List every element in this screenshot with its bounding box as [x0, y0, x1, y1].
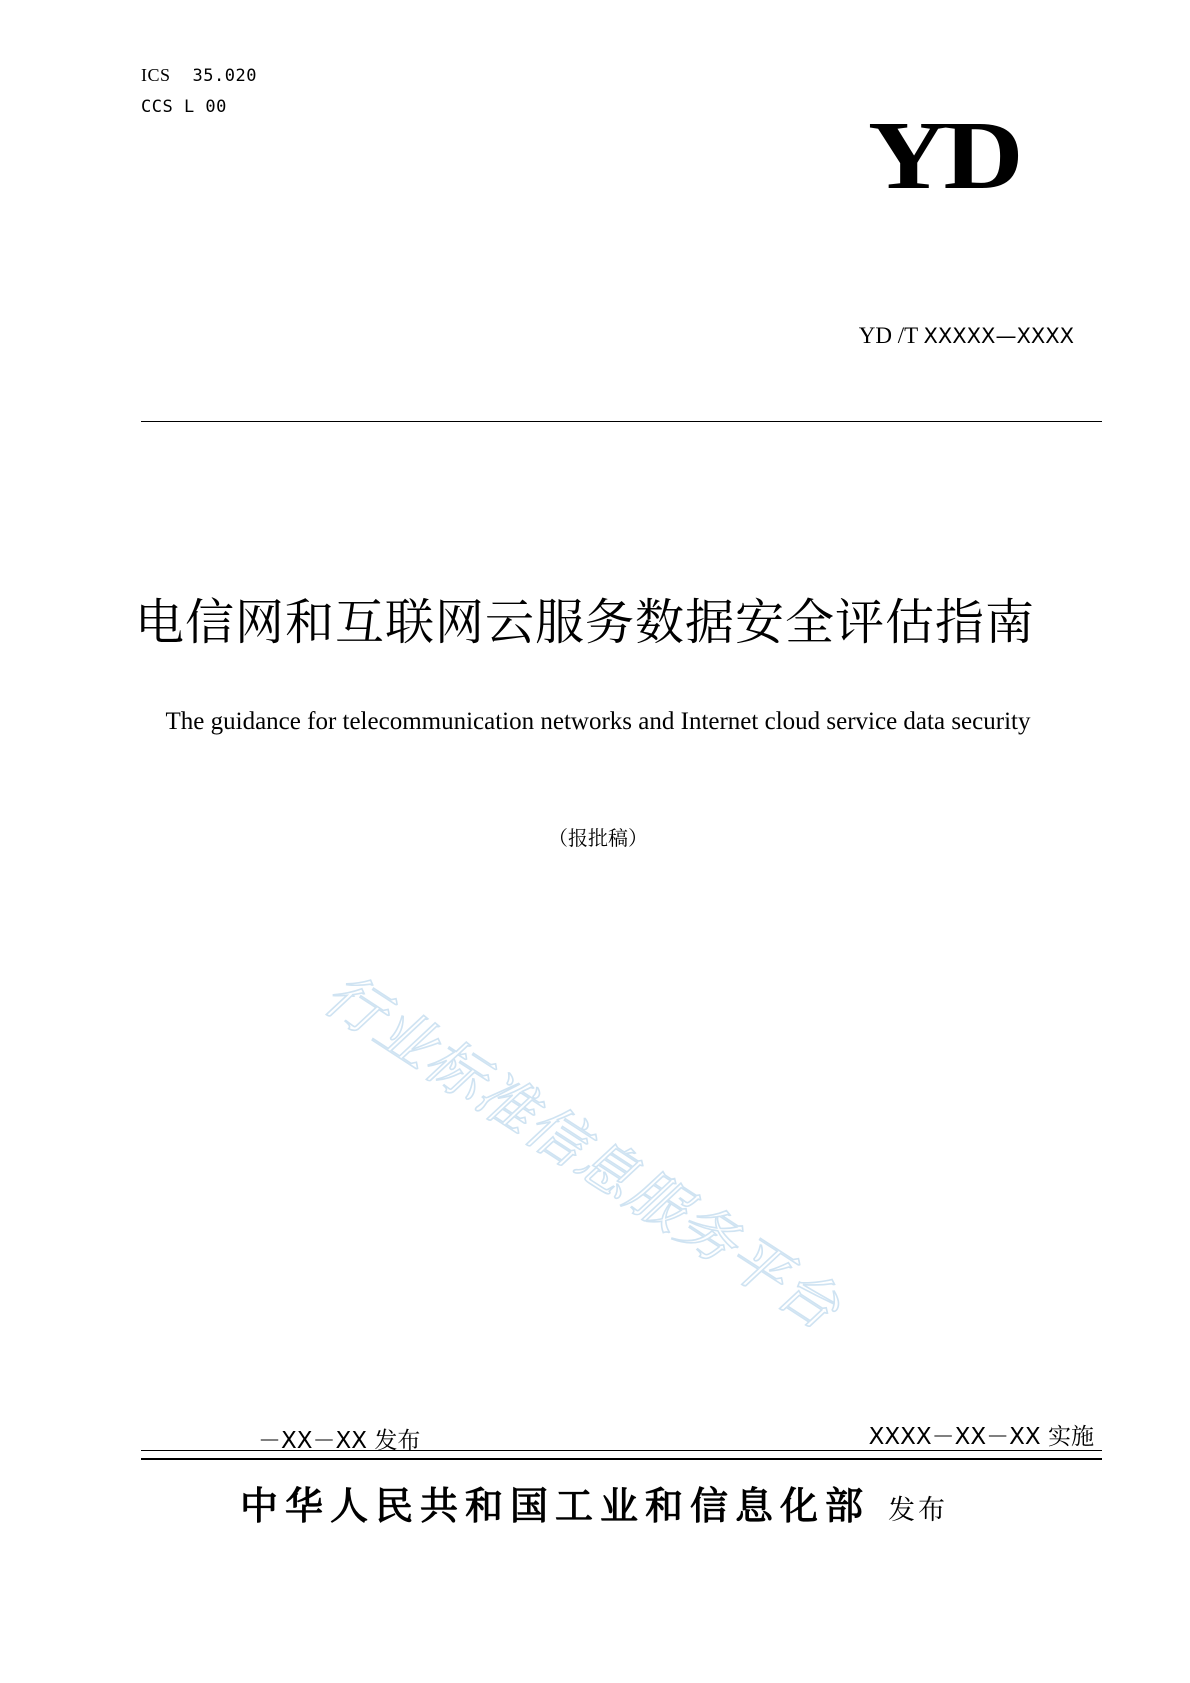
- ics-code: [141, 60, 257, 92]
- standard-number-code: XXXXX—XXXX: [923, 324, 1074, 348]
- classification-codes: [141, 60, 257, 123]
- ccs-code: CCS L 00: [141, 97, 227, 117]
- ics-label: ICS: [141, 65, 171, 85]
- standard-number: [859, 323, 1074, 349]
- yd-logo: YD: [868, 102, 1019, 210]
- standard-number-prefix: YD /T: [858, 323, 924, 348]
- publisher-organization: 中华人民共和国工业和信息化部: [240, 1484, 871, 1528]
- publish-date: －XX－XX 发布: [258, 1428, 421, 1454]
- watermark-text: 行业标准信息服务平台: [312, 965, 853, 1344]
- ics-value: 35.020: [192, 66, 257, 86]
- english-title: The guidance for telecommunication networks and Internet cloud service data security: [165, 708, 1031, 735]
- header-divider: [141, 421, 1102, 422]
- chinese-title: 电信网和互联网云服务数据安全评估指南: [134, 594, 1035, 651]
- footer-divider-thick: [141, 1458, 1102, 1460]
- watermark: [310, 965, 950, 1385]
- publisher-line: [240, 1475, 948, 1530]
- footer-divider-thin: [141, 1450, 1102, 1451]
- watermark-graphic: [310, 965, 950, 1385]
- implementation-date: XXXX－XX－XX 实施: [868, 1424, 1094, 1450]
- draft-status: （报批稿）: [548, 826, 648, 850]
- publisher-issued-label: 发布: [888, 1495, 949, 1526]
